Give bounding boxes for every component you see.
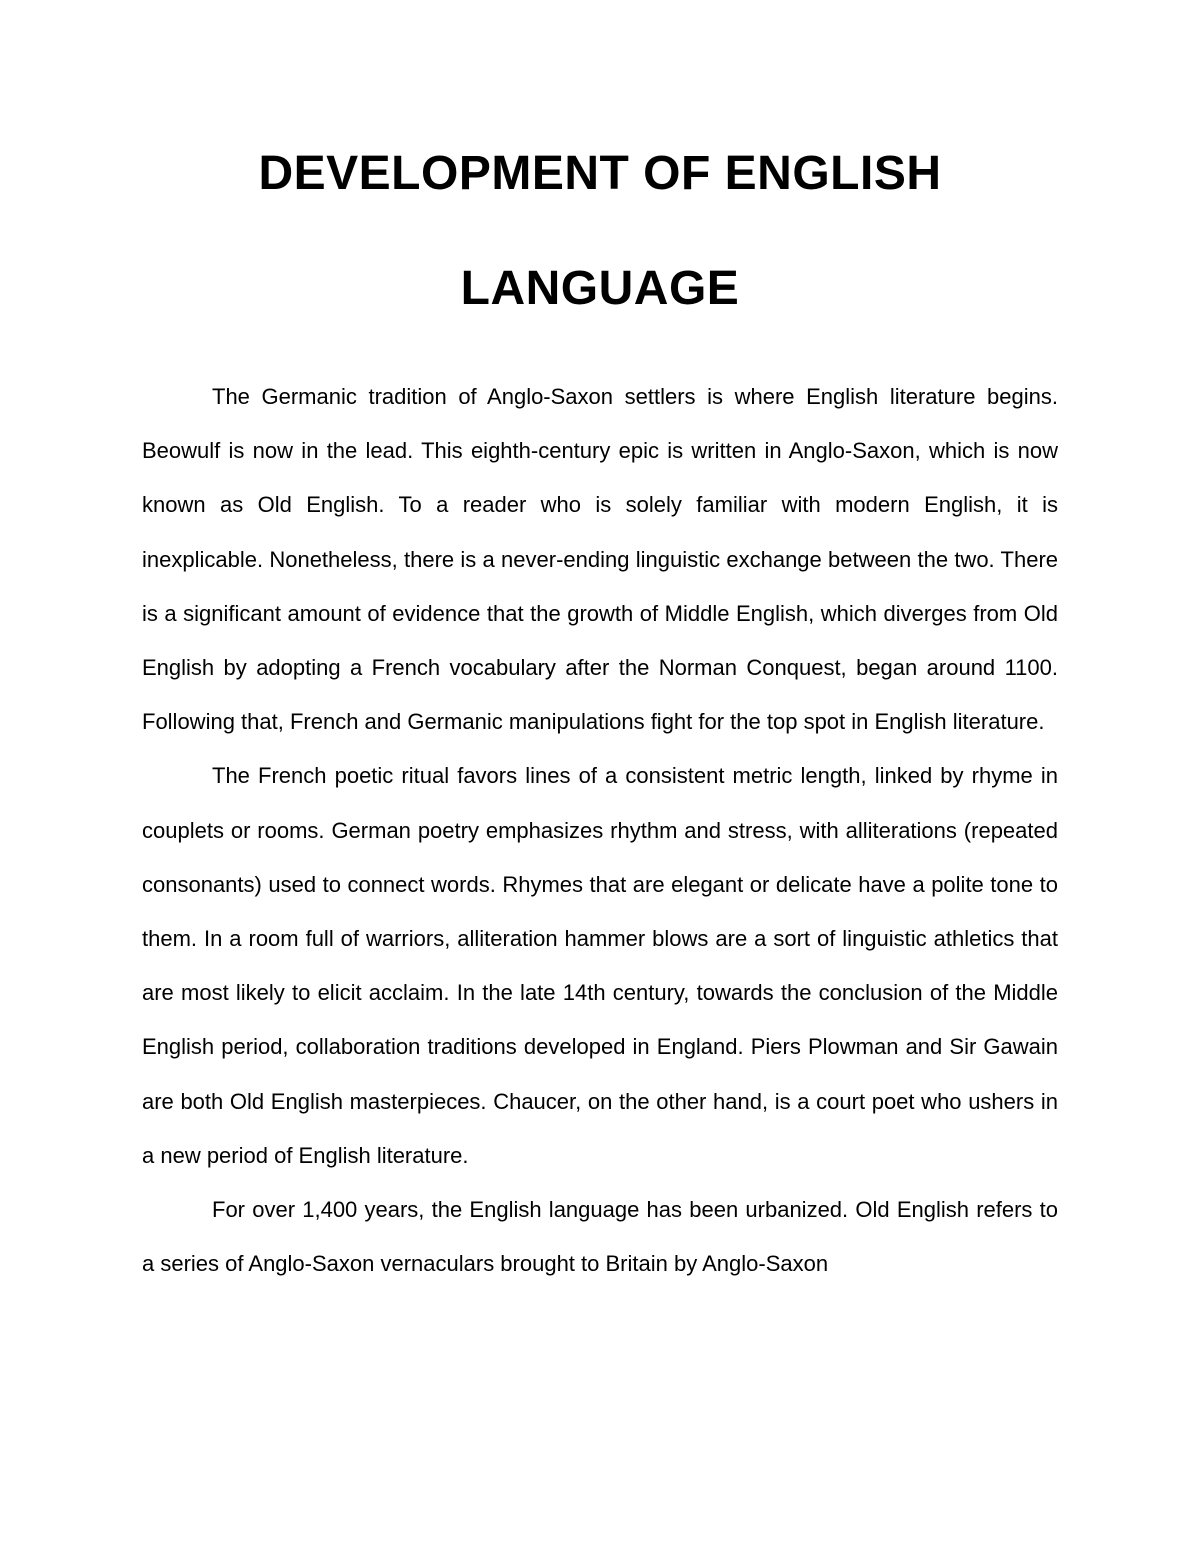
paragraph-2: The French poetic ritual favors lines of a consistent metric length, linked by rhyme in couplets or rooms. German poetry emphasizes rhythm and stress, with alliterations (repeated consonants) used to connect words. Rhymes that are elegant or delicate have a polite tone to them. In a room full of warriors, alliteration hammer blows are a sort of linguistic athletics that are most likely to elicit acclaim. In the late 14th century, towards the conclusion of the Middle English period, collaboration traditions developed in England. Piers Plowman and Sir Gawain are both Old English masterpieces. Chaucer, on the other hand, is a court poet who ushers in a new period of English literature.: [142, 763, 1058, 1168]
paragraph-3: For over 1,400 years, the English language has been urbanized. Old English refers to a series of Anglo-Saxon vernaculars brought to Britain by Anglo-Saxon: [142, 1197, 1058, 1277]
page-title-line-2: LANGUAGE: [460, 262, 740, 315]
page-title-line-1: DEVELOPMENT OF ENGLISH: [258, 147, 942, 200]
paragraph-1: The Germanic tradition of Anglo-Saxon settlers is where English literature begins. Beowulf is now in the lead. This eighth-century epic is written in Anglo-Saxon, which is now known as Old English. To a reader who is solely familiar with modern English, it is inexplicable. Nonetheless, there is a never-ending linguistic exchange between the two. There is a significant amount of evidence that the growth of Middle English, which diverges from Old English by adopting a French vocabulary after the Norman Conquest, began around 1100. Following that, French and Germanic manipulations fight for the top spot in English literature.: [142, 384, 1058, 735]
document-body: [142, 370, 1058, 1291]
